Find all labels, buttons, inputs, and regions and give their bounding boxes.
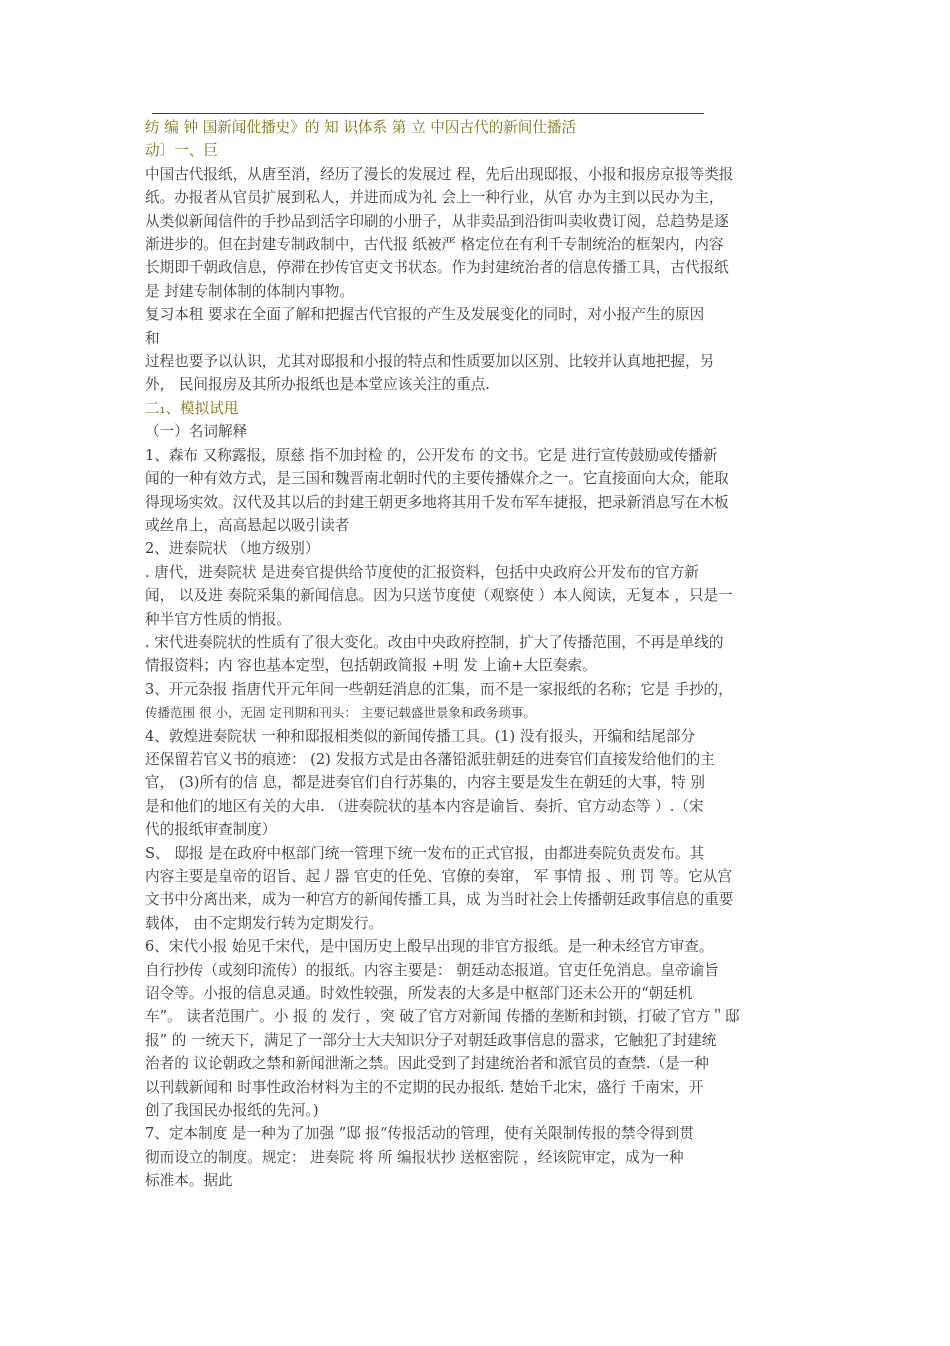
text-line: 渐进步的。但在封建专制政制中，古代报 纸被严 格定位在有利千专制统治的框架内，内容 <box>145 236 724 254</box>
text-line: 文书中分离出来，成为一种宫方的新闻传播工具，成 为当时社会上传播朝廷政事信息的重要 <box>145 891 734 909</box>
text-line: 闻， 以及进 奏院采集的新闻信息。因为只送节度使（观察使 ）本人阅读，无复本 ，只是一 <box>145 587 733 605</box>
text-line: 从类似新闻信件的手抄品到活字印刷的小册子，从非卖品到沿街叫卖收费订阅，总趋势是逐 <box>145 212 729 230</box>
text-line: 标准本。据此 <box>145 1172 233 1190</box>
text-line: 载体， 由不定期发行转为定期发行。 <box>145 914 384 932</box>
subsection-heading: （一）名词解释 <box>145 423 248 441</box>
text-line: . 宋代进奏院状的性质有了很大变化。改由中央政府控制，扩大了传播范围，不再是单线的 <box>145 633 724 651</box>
text-line: 中国古代报纸，从唐至消，经历了漫长的发展过 程，先后出现邸报、小报和报房京报等类报 <box>145 165 734 183</box>
text-line: 种半官方性质的悄报。 <box>145 610 291 628</box>
header-title-line: 动〕一、巨 <box>145 142 218 160</box>
text-line: 6、宋代小报 始见千宋代，是中国历史上酘早出现的非官方报纸。是一种未经官方审查。 <box>145 938 714 956</box>
text-line: 自行抄传（或刻印流传）的报纸。内容主要是： 朝廷动态报道。官吏任免消息。皇帝谕旨 <box>145 961 719 979</box>
text-line: 或丝帛上，高高悬起以吸引读者 <box>145 516 350 534</box>
header-title-line: 纺 编 钟 国新闻仳播史》的 知 识体系 第 立 中囚古代的新间仕播活 <box>145 119 577 136</box>
text-line: 诏令等。小报的信息灵通。时效性较强，所发表的大多是中枢部门还未公开的“朝廷机 <box>145 985 693 1003</box>
text-line: 报” 的 一统天下，满足了一部分士大夫知识分子对朝廷政事信息的嚣求，它触犯了封建统 <box>145 1031 717 1049</box>
text-line: 传播范围 很 小，无固 定刊期和刊头： 主要记载盛世景象和政务琐事。 <box>145 705 536 721</box>
text-line: 4、敦煌进奏院状 一种和邸报相类似的新闻传播工具。(1) 没有报头，开编和结尾部分 <box>145 727 696 745</box>
text-line: S、 邸报 是在政府中枢部门统一管理下统一发布的正式官报，由都进奏院负责发布。其 <box>145 844 705 862</box>
text-line: 内容主要是皇帝的诏旨、起丿器 官吏的任免、官僚的奏窜， 军 事情 报 、刑 罚 等。它从宫 <box>145 868 733 885</box>
document-body <box>145 116 835 1193</box>
text-line: 彻而设立的制度。规定： 进奏院 将 所 编报状抄 送枢密院 ，经该院审定，成为一种 <box>145 1148 684 1166</box>
text-line: 创了我国民办报纸的先河。) <box>145 1102 319 1120</box>
text-line: 7、定本制度 是一种为了加强 ”邸 报“传报活动的管理，使有关限制传报的禁令得到贯 <box>145 1125 694 1143</box>
text-line: 纸。办报者从官员扩展到私人，并进而成为礼 会上一种行业，从官 办为主到以民办为主， <box>145 189 724 207</box>
text-line: 是 封建专制体制的体制内事物。 <box>145 282 354 300</box>
text-line: 1、森布 又称露报，原慈 指不加封检 的，公开发布 的文书。它是 进行宣传鼓励或传播新 <box>145 446 718 464</box>
text-line: 复习本租 要求在全面了解和把握古代官报的产生及发展变化的同时，对小报产生的原因 <box>145 306 705 324</box>
text-line: 过程也要予以认识，尤其对邸报和小报的特点和性质要加以区别、比较并认真地把握，另 <box>145 353 715 371</box>
text-line: 是和他们的地区有关的大串. （进奏院状的基本内容是谕旨、奏折、官方动态等 ）.（宋 <box>145 797 704 815</box>
text-line: 官， (3)所有的信 息，都是进奏官们自行苏集的，内容主要是发生在朝廷的大事，特 别 <box>145 774 705 792</box>
section-heading: 二₁、模拟试甩 <box>145 399 239 417</box>
text-line: 车”。 读者范围广。小 报 的 发行 ，突 破了官方对新闻 传播的垄断和封锁，打破了官方＂邸 <box>145 1008 740 1026</box>
text-line: 代的报纸审查制度） <box>145 821 277 839</box>
text-line: 3、开元杂报 指唐代开元年间一些朝廷消息的汇集，而不是一家报纸的名称；它是 手抄的， <box>145 680 733 698</box>
text-line: 得现场实效。汉代及其以后的封建王朝更多地将其用千发布军车捷报，把录新消息写在木板 <box>145 493 729 511</box>
text-line: 2、进泰院状 （地方级别） <box>145 540 320 558</box>
text-line: 还保留若官义书的痕迹： (2) 发报方式是由各藩铅派驻朝廷的进奏官们直接发给他们的主 <box>145 750 715 768</box>
text-line: 治者的 议论朝政之禁和新闻泄渐之禁。因此受到了封建统治者和派官员的查禁.（是一种 <box>145 1055 709 1073</box>
text-line: 以刊载新闻和 时事性政治材料为主的不定期的民办报纸. 楚始千北宋，盛行 千南宋，开 <box>145 1078 704 1096</box>
text-line: 闻的一种有效方式，是三国和魏晋南北朝时代的主要传播媒介之一。它直接面向大众，能取 <box>145 470 729 488</box>
text-line: 外， 民间报房及其所办报纸也是本堂应该关注的重点. <box>145 376 490 394</box>
text-line: 长期即千朝政信息，停滞在抄传官吏文书状态。作为封建统治者的信息传播工具，古代报纸 <box>145 259 729 277</box>
text-line: 情报资料；内 容也基本定型，包括朝政简报 +明 发 上谕+大臣奏索。 <box>145 657 597 675</box>
text-line: . 唐代，进奏院状 是进奏官提供给节度使的汇报资料，包括中央政府公开发布的官方新 <box>145 563 699 581</box>
text-line: 和 <box>145 329 160 347</box>
header-rule <box>152 113 704 114</box>
